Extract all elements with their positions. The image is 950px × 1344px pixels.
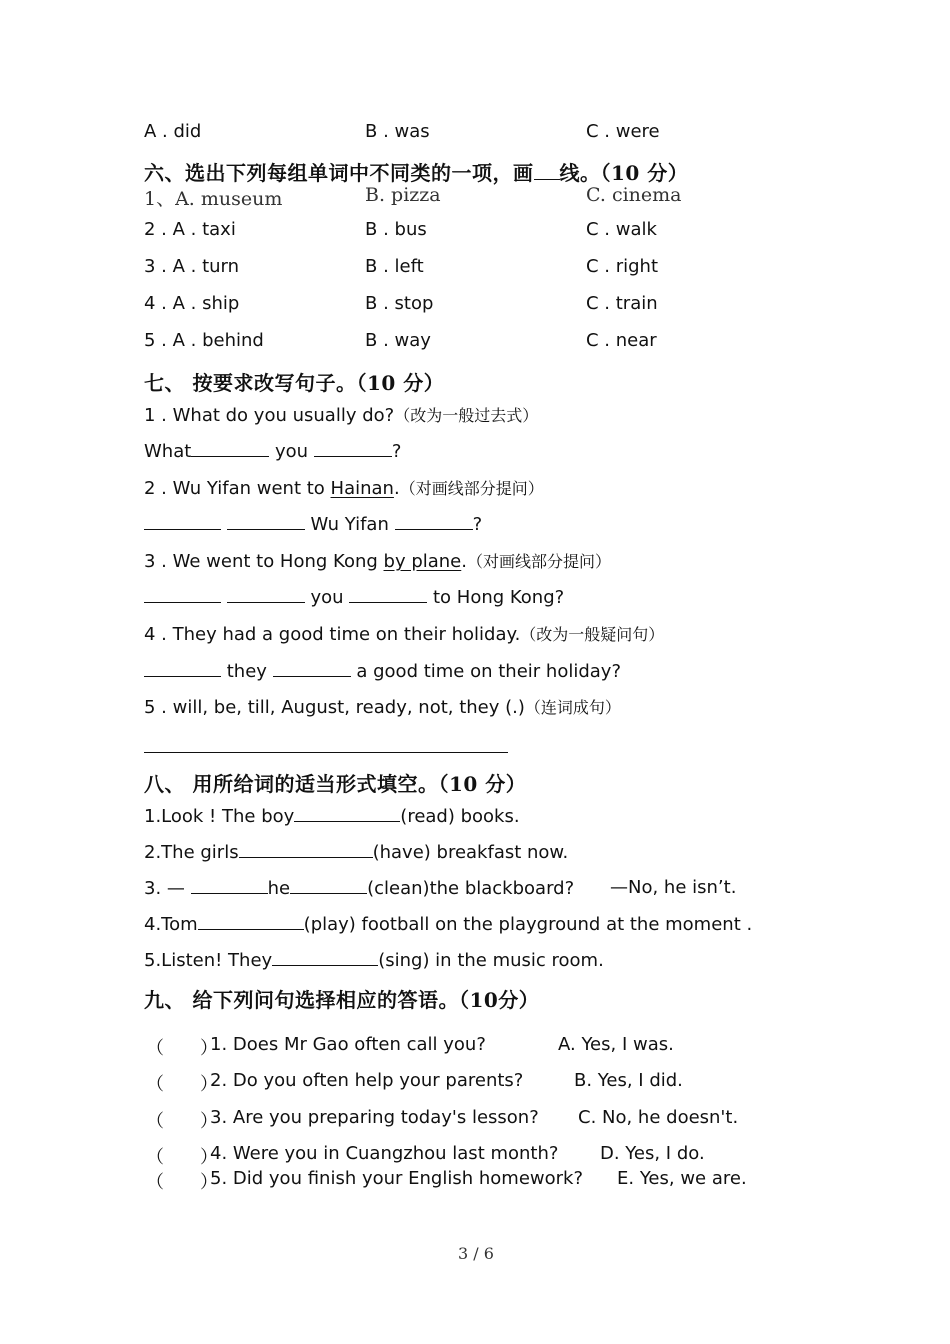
- option-c: C . were: [586, 121, 660, 142]
- s6-q4-a: 4 . A . ship: [144, 293, 240, 314]
- answer-blank[interactable]: [191, 877, 268, 894]
- s7-a3-w1: you: [304, 587, 350, 608]
- section-7-heading: 七、 按要求改写句子。（10 分）: [144, 371, 445, 395]
- section-6-heading: [144, 157, 688, 186]
- s8-q4-post: (play) football on the playground at the moment .: [303, 914, 753, 935]
- s8-q3-post: (clean)the blackboard?: [367, 878, 575, 899]
- answer-blank[interactable]: [227, 513, 305, 530]
- s7-a1: [144, 440, 401, 462]
- s8-q2-post: (have) breakfast now.: [372, 842, 569, 863]
- s7-q3-underlined: by plane: [383, 551, 462, 572]
- s8-q3-mid: he: [267, 878, 291, 899]
- s9-paren-3[interactable]: （ ）: [146, 1111, 218, 1132]
- s7-a2-end: ?: [472, 514, 483, 535]
- answer-blank[interactable]: [144, 513, 221, 530]
- s6-q2-a: 2 . A . taxi: [144, 219, 236, 240]
- s7-q2-underlined: Hainan: [330, 478, 394, 499]
- s6-q2-b: B . bus: [365, 219, 427, 240]
- s7-a4-w1: they: [221, 661, 273, 682]
- s9-q3: 3. Are you preparing today's lesson?: [210, 1107, 539, 1128]
- s7-q1-text: 1 . What do you usually do?: [144, 405, 395, 426]
- s7-a1-w1: What: [144, 441, 192, 462]
- s9-q1: 1. Does Mr Gao often call you?: [210, 1034, 486, 1055]
- heading-blank: [534, 163, 560, 180]
- s8-q5-pre: 5.Listen! They: [144, 950, 273, 971]
- section-6-heading-b: 线。（10 分）: [559, 161, 689, 185]
- s9-a2: B. Yes, I did.: [574, 1070, 683, 1091]
- s7-a1-w2: you: [269, 441, 314, 462]
- section-9-heading: 九、 给下列问句选择相应的答语。（10分）: [144, 988, 540, 1012]
- s8-q3-answer: —No, he isn’t.: [610, 877, 737, 898]
- s7-q2-pre: 2 . Wu Yifan went to: [144, 478, 331, 499]
- answer-blank[interactable]: [198, 913, 304, 930]
- s6-q1-a: 1、A. museum: [144, 188, 283, 210]
- s6-q5-b: B . way: [365, 330, 431, 351]
- s6-q5-a: 5 . A . behind: [144, 330, 264, 351]
- answer-blank[interactable]: [239, 841, 373, 858]
- answer-blank[interactable]: [314, 440, 392, 457]
- s8-q4-pre: 4.Tom: [144, 914, 198, 935]
- page-number: 3 / 6: [458, 1244, 494, 1263]
- answer-blank[interactable]: [349, 586, 427, 603]
- s7-a3-w2: to Hong Kong?: [427, 587, 565, 608]
- s6-q4-b: B . stop: [365, 293, 434, 314]
- section-8-heading: 八、 用所给词的适当形式填空。（10 分）: [144, 772, 527, 796]
- s9-q4: 4. Were you in Cuangzhou last month?: [210, 1143, 559, 1164]
- answer-blank[interactable]: [144, 660, 221, 677]
- answer-blank[interactable]: [395, 513, 473, 530]
- s6-q1-c: C. cinema: [586, 184, 682, 206]
- s8-q3-pre: 3. —: [144, 878, 191, 899]
- section-6-heading-a: 六、选出下列每组单词中不同类的一项，画: [144, 161, 534, 185]
- s9-a5: E. Yes, we are.: [617, 1168, 747, 1189]
- s8-q3: [144, 877, 574, 899]
- answer-blank[interactable]: [191, 440, 269, 457]
- s8-q1: [144, 805, 520, 827]
- s7-q4-note: （改为一般疑问句）: [520, 625, 665, 644]
- s7-q5-note: （连词成句）: [524, 698, 621, 717]
- s7-q3-pre: 3 . We went to Hong Kong: [144, 551, 384, 572]
- s6-q3-b: B . left: [365, 256, 424, 277]
- answer-blank[interactable]: [272, 949, 378, 966]
- s8-q1-pre: 1.Look ! The boy: [144, 806, 295, 827]
- answer-blank[interactable]: [273, 660, 351, 677]
- answer-blank[interactable]: [290, 877, 367, 894]
- s7-a1-end: ?: [391, 441, 402, 462]
- s9-q5: 5. Did you finish your English homework?: [210, 1168, 584, 1189]
- s7-q5: [144, 695, 621, 718]
- s7-q3-note: （对画线部分提问）: [467, 552, 612, 571]
- s7-q2: [144, 476, 544, 499]
- s7-a5-answer-line[interactable]: [144, 752, 508, 753]
- answer-blank[interactable]: [294, 805, 400, 822]
- s7-q3: [144, 549, 611, 572]
- s7-a3: [144, 586, 564, 608]
- s7-q3-post: .: [461, 551, 467, 572]
- s7-q1-note: （改为一般过去式）: [394, 406, 539, 425]
- s6-q1-b: B. pizza: [365, 184, 441, 206]
- s6-q3-c: C . right: [586, 256, 659, 277]
- s9-a4: D. Yes, I do.: [600, 1143, 705, 1164]
- s8-q2: [144, 841, 568, 863]
- s7-q4-text: 4 . They had a good time on their holiday.: [144, 624, 521, 645]
- s9-paren-1[interactable]: （ ）: [146, 1038, 218, 1059]
- s7-a2: [144, 513, 482, 535]
- s7-q2-note: （对画线部分提问）: [399, 479, 544, 498]
- s9-paren-2[interactable]: （ ）: [146, 1074, 218, 1095]
- s7-q1: [144, 403, 538, 426]
- s9-paren-5[interactable]: （ ）: [146, 1172, 218, 1193]
- s9-a1: A. Yes, I was.: [558, 1034, 674, 1055]
- s9-q2: 2. Do you often help your parents?: [210, 1070, 524, 1091]
- s7-q2-post: .: [393, 478, 400, 499]
- s6-q5-c: C . near: [586, 330, 657, 351]
- s9-paren-4[interactable]: （ ）: [146, 1147, 218, 1168]
- s6-q2-c: C . walk: [586, 219, 657, 240]
- s6-q4-c: C . train: [586, 293, 658, 314]
- s8-q4: [144, 913, 752, 935]
- option-b: B . was: [365, 121, 430, 142]
- s7-q4: [144, 622, 664, 645]
- s7-a4: [144, 660, 621, 682]
- s8-q5: [144, 949, 604, 971]
- answer-blank[interactable]: [144, 586, 221, 603]
- s9-a3: C. No, he doesn't.: [578, 1107, 739, 1128]
- answer-blank[interactable]: [227, 586, 305, 603]
- s7-a2-w1: Wu Yifan: [304, 514, 395, 535]
- s7-a4-w2: a good time on their holiday?: [350, 661, 621, 682]
- s6-q3-a: 3 . A . turn: [144, 256, 240, 277]
- option-a: A . did: [144, 121, 202, 142]
- s8-q1-post: (read) books.: [400, 806, 520, 827]
- s7-q5-text: 5 . will, be, till, August, ready, not, they (.): [144, 697, 525, 718]
- s8-q5-post: (sing) in the music room.: [378, 950, 604, 971]
- s8-q2-pre: 2.The girls: [144, 842, 239, 863]
